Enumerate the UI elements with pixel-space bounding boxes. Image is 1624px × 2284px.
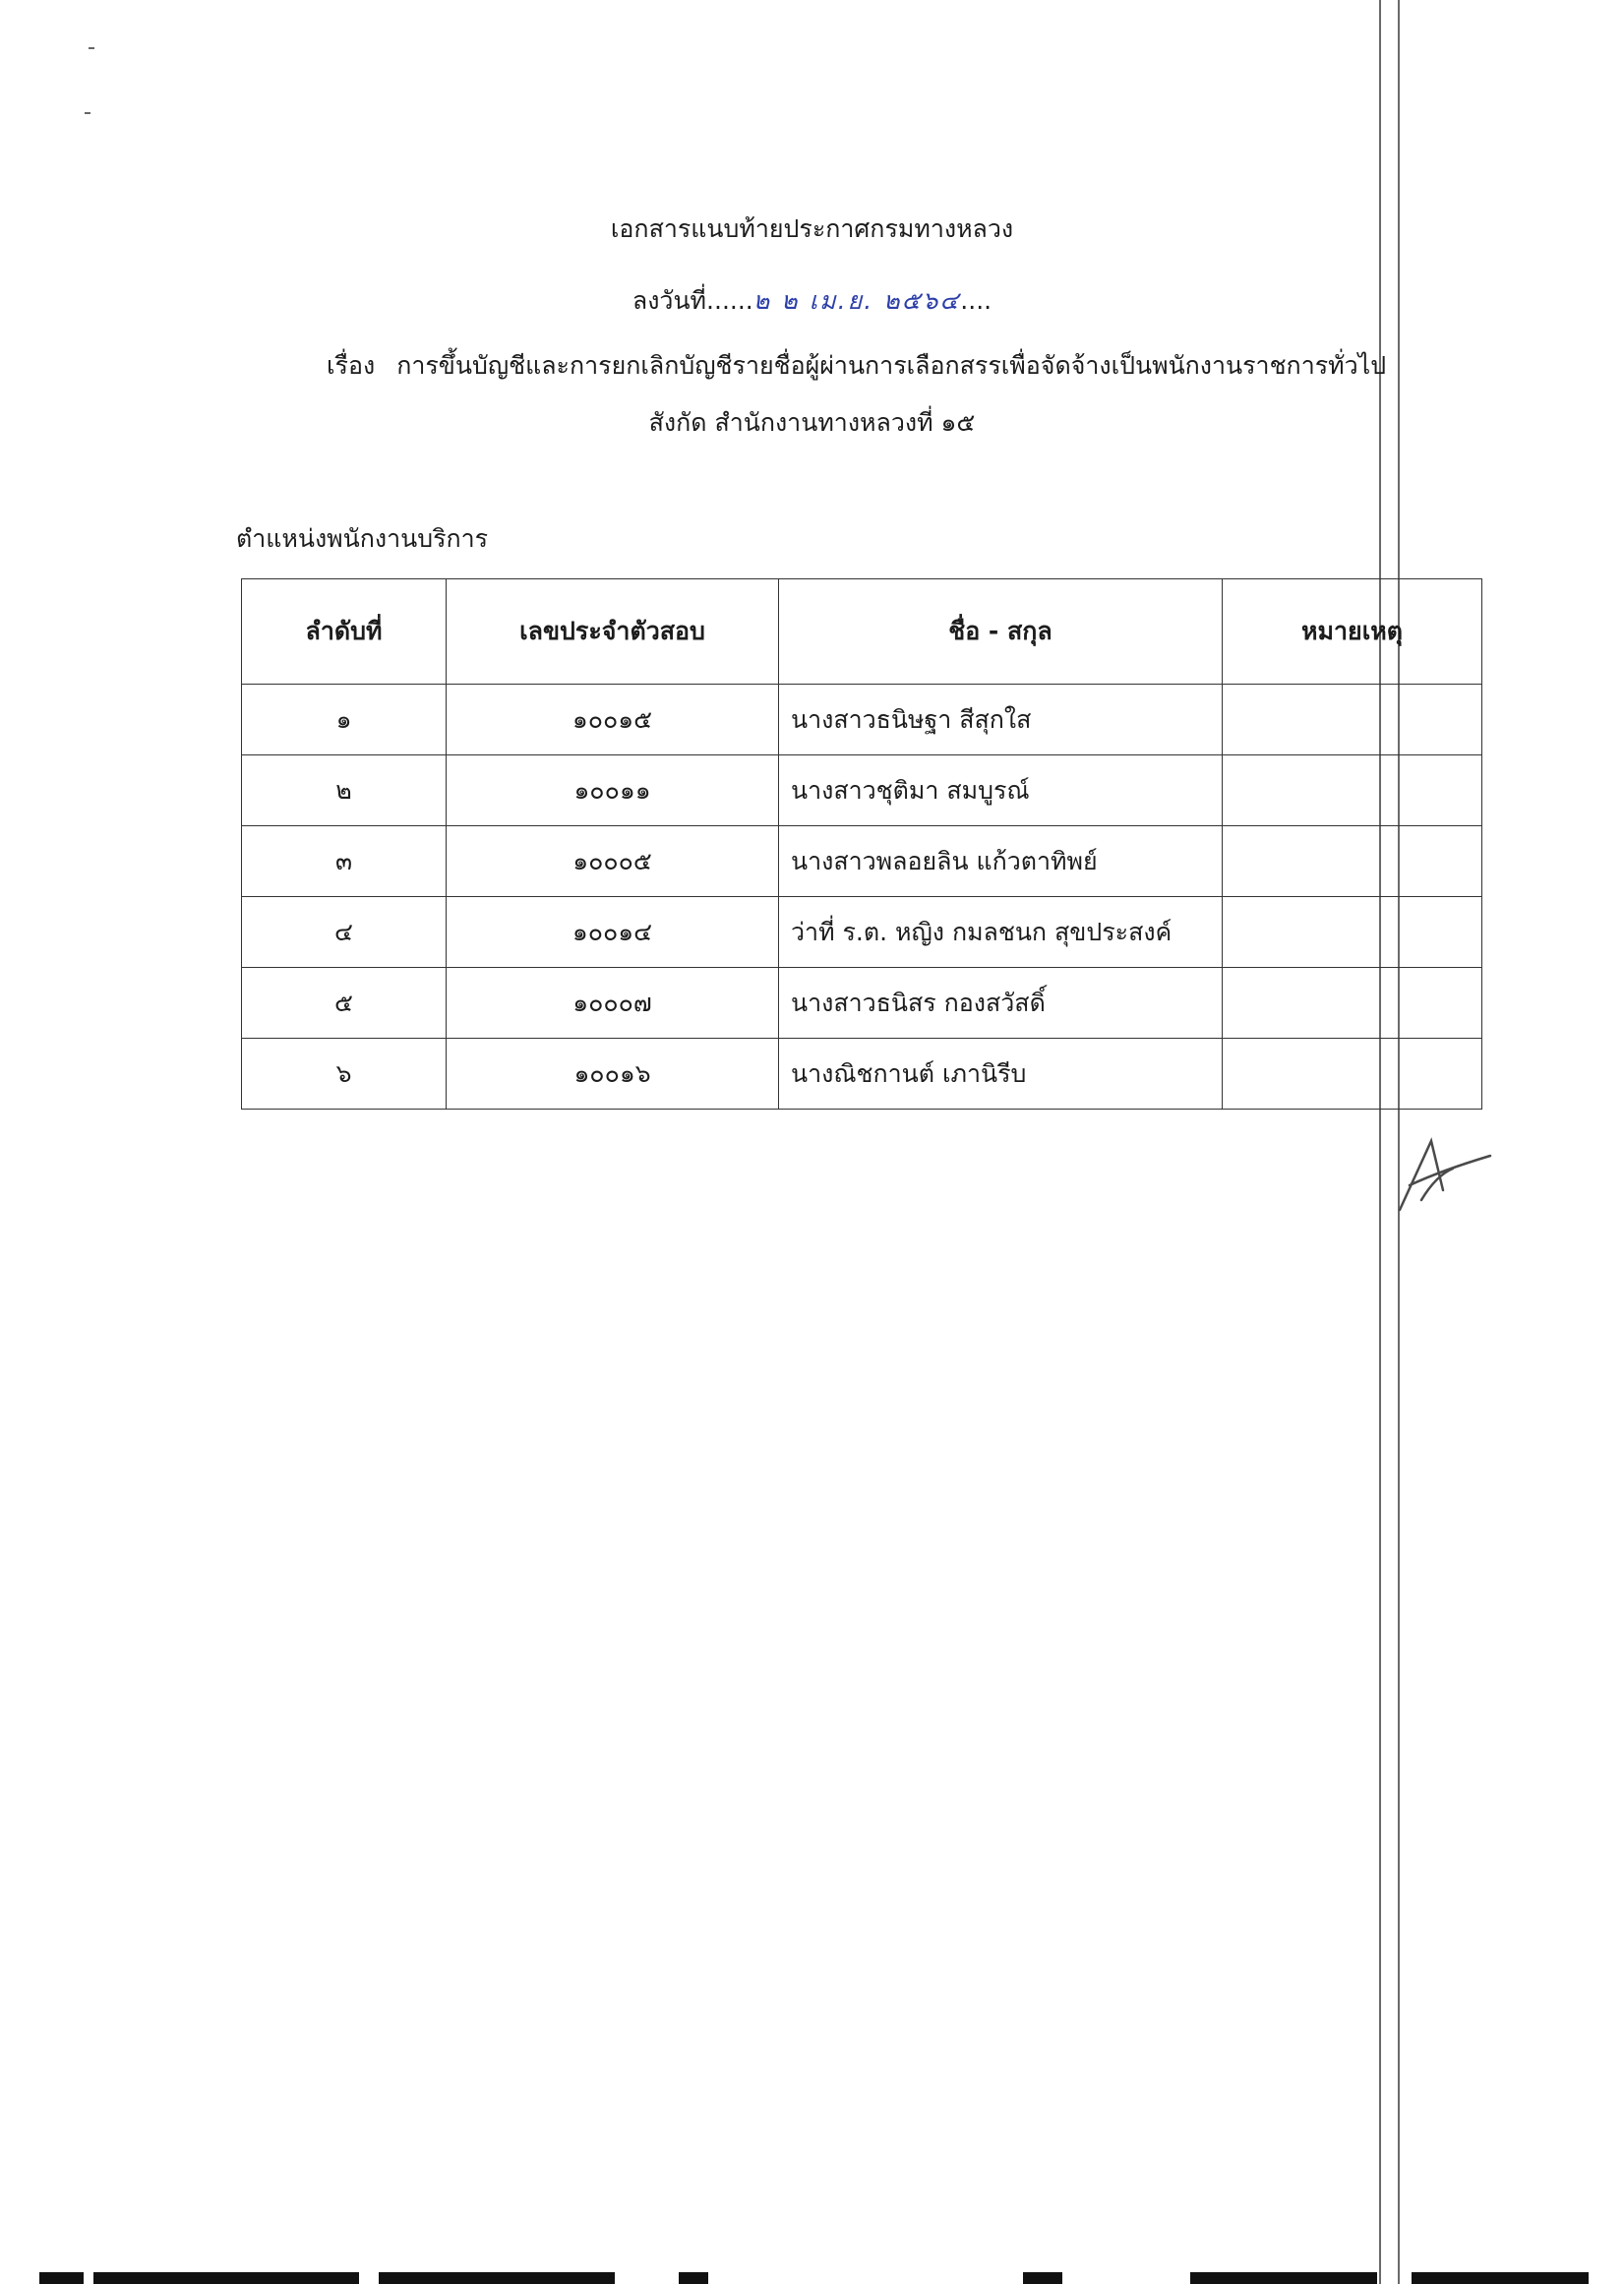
scan-edge-bar: [1190, 2272, 1377, 2284]
row-no: ๕: [242, 968, 447, 1039]
table-row: [242, 826, 1482, 897]
row-remark: [1223, 685, 1482, 755]
column-header-no: ลำดับที่: [242, 579, 447, 685]
signature-mark: [1392, 1131, 1500, 1220]
row-name: นางสาวชุติมา สมบูรณ์: [779, 755, 1223, 826]
scan-edge-bar: [679, 2272, 708, 2284]
scan-edge-bar: [39, 2272, 84, 2284]
date-dots-right: ....: [960, 286, 992, 315]
table-header-row: [242, 579, 1482, 685]
table-row: [242, 897, 1482, 968]
subject-line-2: สังกัด สำนักงานทางหลวงที่ ๑๕: [648, 408, 976, 437]
row-exam-id: ๑๐๐๑๑: [447, 755, 779, 826]
date-dots-left: ......: [706, 286, 753, 315]
row-no: ๔: [242, 897, 447, 968]
row-no: ๖: [242, 1039, 447, 1110]
scan-speck: [89, 47, 94, 49]
row-name: นางสาวธนิสร กองสวัสดิ์: [779, 968, 1223, 1039]
row-exam-id: ๑๐๐๑๕: [447, 685, 779, 755]
scan-edge-bar: [1023, 2272, 1062, 2284]
candidate-table: [241, 578, 1482, 1110]
row-exam-id: ๑๐๐๑๔: [447, 897, 779, 968]
subject-line-1: [327, 346, 1386, 386]
table-row: [242, 685, 1482, 755]
scan-edge-bar: [1412, 2272, 1589, 2284]
handwritten-date: ๒ ๒ เม.ย. ๒๕๖๔: [752, 286, 961, 315]
document-title: เอกสารแนบท้ายประกาศกรมทางหลวง: [610, 214, 1014, 243]
scan-speck: [85, 112, 90, 114]
table-row: [242, 968, 1482, 1039]
row-remark: [1223, 755, 1482, 826]
row-name: นางสาวธนิษฐา สีสุกใส: [779, 685, 1223, 755]
row-remark: [1223, 826, 1482, 897]
subject-label: เรื่อง: [327, 351, 376, 380]
position-label: ตำแหน่งพนักงานบริการ: [236, 524, 489, 553]
row-exam-id: ๑๐๐๐๗: [447, 968, 779, 1039]
subject-text: การขึ้นบัญชีและการยกเลิกบัญชีรายชื่อผู้ผ่านการเลือกสรรเพื่อจัดจ้างเป็นพนักงานราชการทั่วไป: [396, 351, 1387, 380]
row-exam-id: ๑๐๐๐๕: [447, 826, 779, 897]
scan-edge-bar: [93, 2272, 359, 2284]
scan-artifact-line: [1379, 0, 1381, 2284]
table-row: [242, 755, 1482, 826]
column-header-name: ชื่อ - สกุล: [779, 579, 1223, 685]
row-remark: [1223, 1039, 1482, 1110]
row-name: นางณิชกานต์ เภานิรีบ: [779, 1039, 1223, 1110]
column-header-remark: หมายเหตุ: [1223, 579, 1482, 685]
row-name: ว่าที่ ร.ต. หญิง กมลชนก สุขประสงค์: [779, 897, 1223, 968]
row-name: นางสาวพลอยลิน แก้วตาทิพย์: [779, 826, 1223, 897]
row-exam-id: ๑๐๐๑๖: [447, 1039, 779, 1110]
row-remark: [1223, 968, 1482, 1039]
date-line: [0, 281, 1624, 321]
date-prefix: ลงวันที่: [632, 286, 707, 315]
row-no: ๒: [242, 755, 447, 826]
row-no: ๑: [242, 685, 447, 755]
row-no: ๓: [242, 826, 447, 897]
scan-edge-bar: [379, 2272, 615, 2284]
table-row: [242, 1039, 1482, 1110]
row-remark: [1223, 897, 1482, 968]
column-header-exam-id: เลขประจำตัวสอบ: [447, 579, 779, 685]
